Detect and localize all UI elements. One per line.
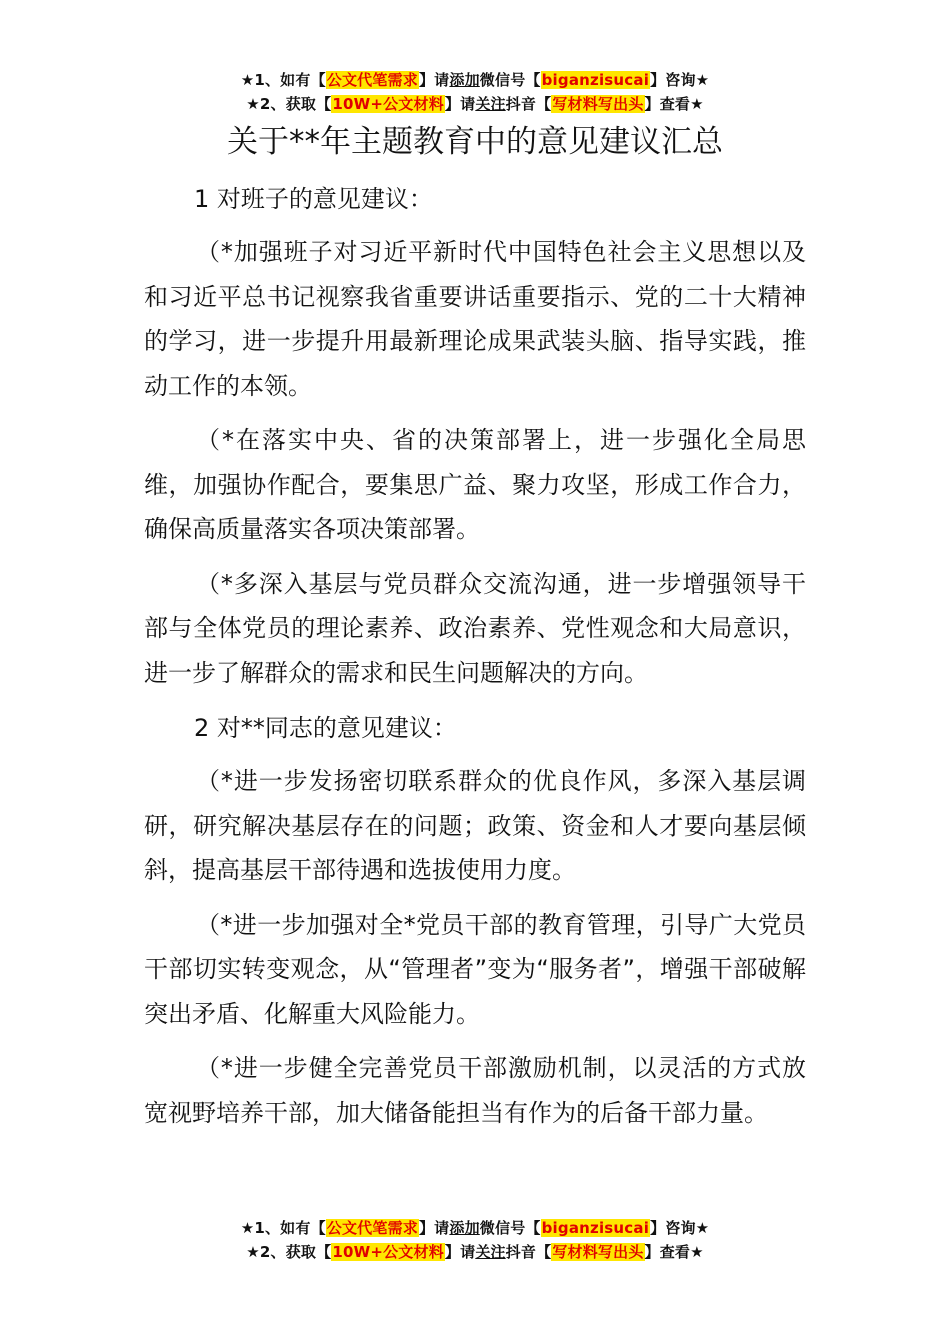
highlight-service: 公文代笔需求 xyxy=(326,71,418,89)
footer-banner xyxy=(0,1216,950,1264)
highlight-wechat-id: biganzisucai xyxy=(541,71,650,89)
section-1-heading: 1 对班子的意见建议： xyxy=(194,185,433,213)
section-1-item: （*多深入基层与党员群众交流沟通，进一步增强领导干部与全体党员的理论素养、政治素养、党性观念和大局意识，进一步了解群众的需求和民生问题解决的方向。 xyxy=(144,569,806,687)
banner-line-1: ★1、如有【公文代笔需求】请添加微信号【biganzisucai】咨询★ xyxy=(240,1219,710,1237)
highlight-douyin-id: 写材料写出头 xyxy=(552,95,644,113)
document-title: 关于**年主题教育中的意见建议汇总 xyxy=(227,124,723,160)
header-banner xyxy=(0,68,950,116)
banner-line-2: ★2、获取【10W+公文材料】请关注抖音【写材料写出头】查看★ xyxy=(246,1243,704,1261)
section-2-item: （*进一步加强对全*党员干部的教育管理，引导广大党员干部切实转变观念，从“管理者”变为“服务者”，增强干部破解突出矛盾、化解重大风险能力。 xyxy=(144,910,806,1028)
section-2-item: （*进一步发扬密切联系群众的优良作风，多深入基层调研，研究解决基层存在的问题；政策、资金和人才要向基层倾斜，提高基层干部待遇和选拔使用力度。 xyxy=(144,767,806,884)
banner-line-1: ★1、如有【公文代笔需求】请添加微信号【biganzisucai】咨询★ xyxy=(240,71,710,89)
highlight-wechat-id: biganzisucai xyxy=(541,1219,650,1237)
section-1-item: （*加强班子对习近平新时代中国特色社会主义思想以及和习近平总书记视察我省重要讲话重要指示、党的二十大精神的学习，进一步提升用最新理论成果武装头脑、指导实践，推动工作的本领。 xyxy=(144,238,806,400)
highlight-materials: 10W+公文材料 xyxy=(332,95,444,113)
highlight-douyin-id: 写材料写出头 xyxy=(552,1243,644,1261)
highlight-service: 公文代笔需求 xyxy=(326,1219,418,1237)
document-body xyxy=(144,176,806,1145)
section-2-heading: 2 对**同志的意见建议： xyxy=(194,714,457,742)
highlight-materials: 10W+公文材料 xyxy=(332,1243,444,1261)
section-1-item: （*在落实中央、省的决策部署上，进一步强化全局思维，加强协作配合，要集思广益、聚力攻坚，形成工作合力，确保高质量落实各项决策部署。 xyxy=(144,426,806,543)
section-2-item: （*进一步健全完善党员干部激励机制，以灵活的方式放宽视野培养干部，加大储备能担当有作为的后备干部力量。 xyxy=(144,1054,806,1127)
banner-line-2: ★2、获取【10W+公文材料】请关注抖音【写材料写出头】查看★ xyxy=(246,95,704,113)
